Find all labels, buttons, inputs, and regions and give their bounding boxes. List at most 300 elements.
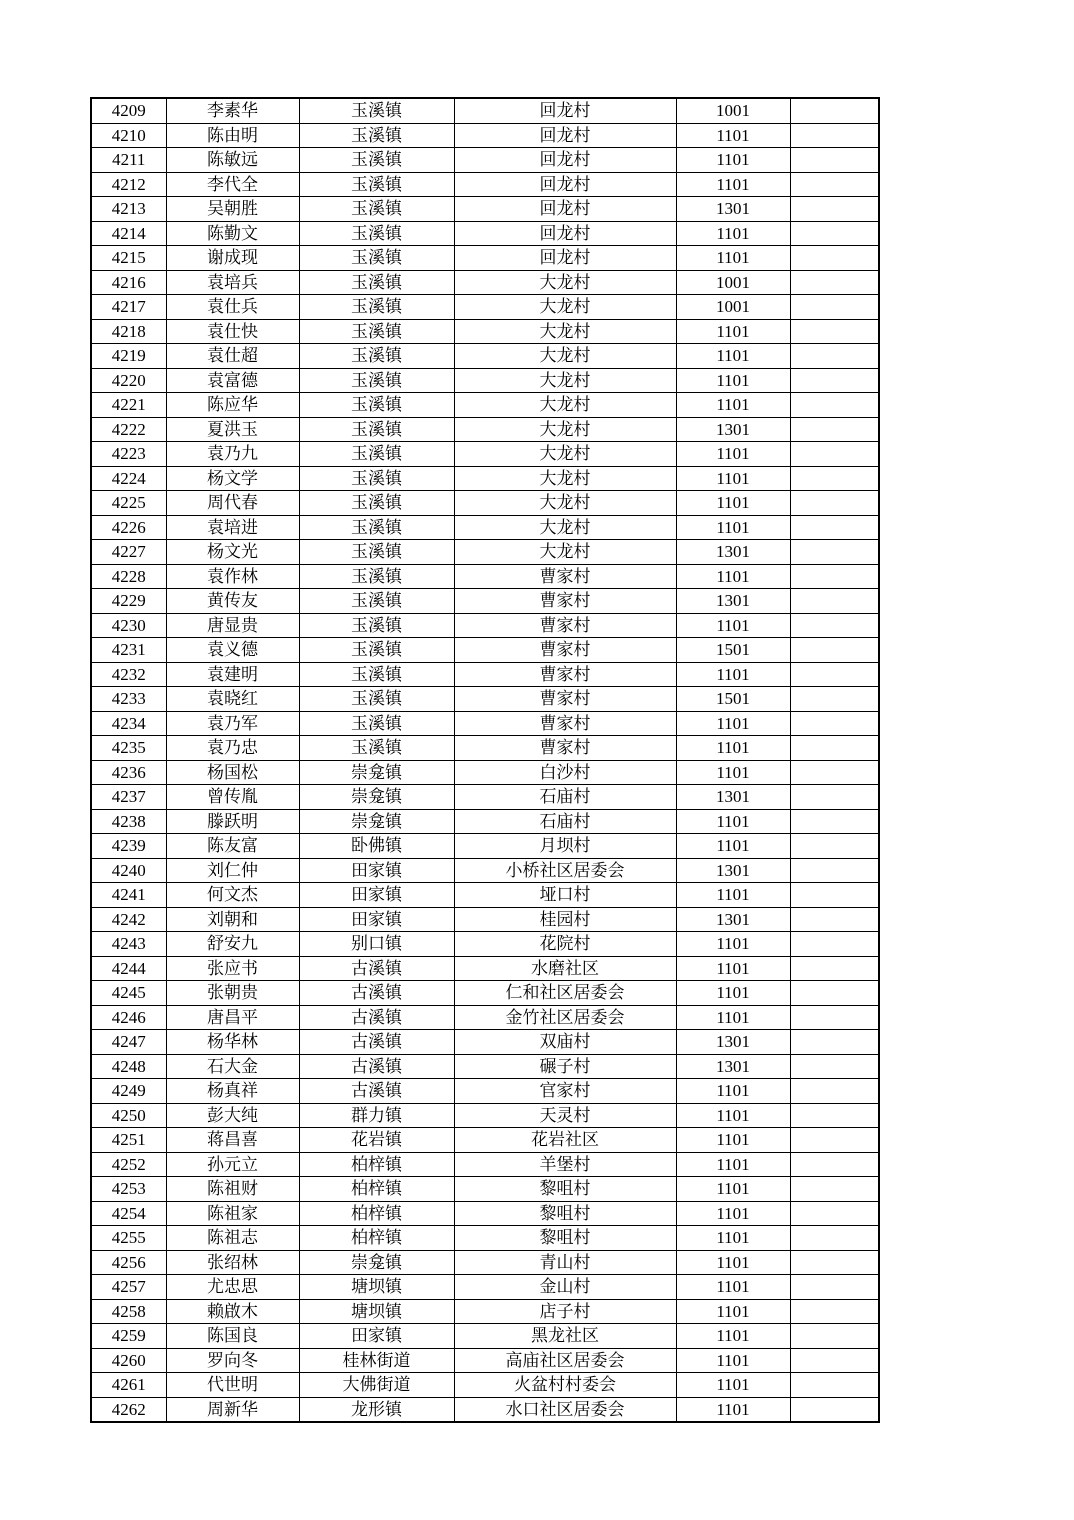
code-cell: 1101 (676, 1250, 790, 1275)
blank-cell (790, 1103, 879, 1128)
name-cell: 张绍林 (166, 1250, 299, 1275)
code-cell: 1101 (676, 613, 790, 638)
village-cell: 小桥社区居委会 (454, 858, 676, 883)
town-cell: 崇龛镇 (299, 809, 454, 834)
name-cell: 石大金 (166, 1054, 299, 1079)
code-cell: 1101 (676, 466, 790, 491)
blank-cell (790, 98, 879, 123)
table-row (91, 883, 879, 908)
table-row (91, 932, 879, 957)
name-cell: 杨华林 (166, 1030, 299, 1055)
code-cell: 1101 (676, 246, 790, 271)
table-row (91, 785, 879, 810)
town-cell: 田家镇 (299, 907, 454, 932)
village-cell: 月坝村 (454, 834, 676, 859)
town-cell: 大佛街道 (299, 1373, 454, 1398)
village-cell: 大龙村 (454, 344, 676, 369)
table-row (91, 1250, 879, 1275)
name-cell: 唐昌平 (166, 1005, 299, 1030)
name-cell: 陈应华 (166, 393, 299, 418)
code-cell: 1101 (676, 344, 790, 369)
code-cell: 1101 (676, 1324, 790, 1349)
table-row (91, 1348, 879, 1373)
code-cell: 1301 (676, 785, 790, 810)
name-cell: 舒安九 (166, 932, 299, 957)
table-row (91, 98, 879, 123)
town-cell: 玉溪镇 (299, 295, 454, 320)
code-cell: 1101 (676, 1005, 790, 1030)
table-row (91, 270, 879, 295)
code-cell: 1101 (676, 1128, 790, 1153)
table-row (91, 1397, 879, 1422)
table-body (91, 98, 879, 1422)
blank-cell (790, 883, 879, 908)
code-cell: 1501 (676, 638, 790, 663)
name-cell: 黄传友 (166, 589, 299, 614)
table-row (91, 589, 879, 614)
name-cell: 唐显贵 (166, 613, 299, 638)
table-row (91, 319, 879, 344)
town-cell: 玉溪镇 (299, 319, 454, 344)
table-row (91, 1079, 879, 1104)
code-cell: 1301 (676, 1030, 790, 1055)
village-cell: 黑龙社区 (454, 1324, 676, 1349)
village-cell: 花岩社区 (454, 1128, 676, 1153)
table-row (91, 834, 879, 859)
blank-cell (790, 1324, 879, 1349)
record-number-cell: 4255 (91, 1226, 166, 1251)
record-number-cell: 4262 (91, 1397, 166, 1422)
village-cell: 回龙村 (454, 246, 676, 271)
record-number-cell: 4229 (91, 589, 166, 614)
blank-cell (790, 1299, 879, 1324)
record-number-cell: 4239 (91, 834, 166, 859)
blank-cell (790, 368, 879, 393)
table-row (91, 368, 879, 393)
name-cell: 杨真祥 (166, 1079, 299, 1104)
code-cell: 1101 (676, 221, 790, 246)
village-cell: 水磨社区 (454, 956, 676, 981)
blank-cell (790, 907, 879, 932)
blank-cell (790, 736, 879, 761)
name-cell: 张应书 (166, 956, 299, 981)
record-number-cell: 4236 (91, 760, 166, 785)
village-cell: 金竹社区居委会 (454, 1005, 676, 1030)
table-row (91, 1177, 879, 1202)
record-number-cell: 4250 (91, 1103, 166, 1128)
record-number-cell: 4232 (91, 662, 166, 687)
village-cell: 回龙村 (454, 197, 676, 222)
town-cell: 玉溪镇 (299, 123, 454, 148)
village-cell: 回龙村 (454, 98, 676, 123)
town-cell: 群力镇 (299, 1103, 454, 1128)
name-cell: 陈友富 (166, 834, 299, 859)
table-row (91, 956, 879, 981)
blank-cell (790, 785, 879, 810)
town-cell: 田家镇 (299, 1324, 454, 1349)
code-cell: 1101 (676, 883, 790, 908)
town-cell: 柏梓镇 (299, 1152, 454, 1177)
village-cell: 曹家村 (454, 589, 676, 614)
town-cell: 别口镇 (299, 932, 454, 957)
blank-cell (790, 662, 879, 687)
village-cell: 仁和社区居委会 (454, 981, 676, 1006)
town-cell: 玉溪镇 (299, 540, 454, 565)
table-row (91, 442, 879, 467)
record-number-cell: 4237 (91, 785, 166, 810)
town-cell: 玉溪镇 (299, 172, 454, 197)
village-cell: 曹家村 (454, 711, 676, 736)
record-number-cell: 4258 (91, 1299, 166, 1324)
village-cell: 曹家村 (454, 662, 676, 687)
name-cell: 吴朝胜 (166, 197, 299, 222)
village-cell: 曹家村 (454, 687, 676, 712)
blank-cell (790, 1201, 879, 1226)
blank-cell (790, 760, 879, 785)
table-row (91, 1030, 879, 1055)
record-number-cell: 4249 (91, 1079, 166, 1104)
record-number-cell: 4216 (91, 270, 166, 295)
blank-cell (790, 1348, 879, 1373)
table-row (91, 1005, 879, 1030)
record-number-cell: 4210 (91, 123, 166, 148)
record-number-cell: 4241 (91, 883, 166, 908)
blank-cell (790, 540, 879, 565)
table-row (91, 515, 879, 540)
table-row (91, 1324, 879, 1349)
record-number-cell: 4218 (91, 319, 166, 344)
village-cell: 火盆村村委会 (454, 1373, 676, 1398)
name-cell: 袁乃军 (166, 711, 299, 736)
code-cell: 1101 (676, 491, 790, 516)
code-cell: 1101 (676, 393, 790, 418)
table-row (91, 687, 879, 712)
record-number-cell: 4256 (91, 1250, 166, 1275)
town-cell: 玉溪镇 (299, 270, 454, 295)
name-cell: 滕跃明 (166, 809, 299, 834)
record-number-cell: 4224 (91, 466, 166, 491)
record-number-cell: 4242 (91, 907, 166, 932)
town-cell: 玉溪镇 (299, 687, 454, 712)
village-cell: 黎咀村 (454, 1226, 676, 1251)
code-cell: 1101 (676, 368, 790, 393)
blank-cell (790, 466, 879, 491)
town-cell: 玉溪镇 (299, 736, 454, 761)
code-cell: 1101 (676, 1152, 790, 1177)
code-cell: 1101 (676, 1275, 790, 1300)
record-number-cell: 4261 (91, 1373, 166, 1398)
code-cell: 1101 (676, 956, 790, 981)
village-cell: 大龙村 (454, 540, 676, 565)
record-number-cell: 4209 (91, 98, 166, 123)
table-row (91, 662, 879, 687)
name-cell: 袁作林 (166, 564, 299, 589)
table-row (91, 711, 879, 736)
blank-cell (790, 1226, 879, 1251)
code-cell: 1101 (676, 172, 790, 197)
name-cell: 陈祖财 (166, 1177, 299, 1202)
record-number-cell: 4254 (91, 1201, 166, 1226)
code-cell: 1101 (676, 1079, 790, 1104)
blank-cell (790, 197, 879, 222)
village-cell: 碾子村 (454, 1054, 676, 1079)
village-cell: 曹家村 (454, 613, 676, 638)
town-cell: 古溪镇 (299, 956, 454, 981)
table-row (91, 246, 879, 271)
table-row (91, 981, 879, 1006)
village-cell: 大龙村 (454, 491, 676, 516)
town-cell: 崇龛镇 (299, 785, 454, 810)
blank-cell (790, 1177, 879, 1202)
table-row (91, 858, 879, 883)
table-row (91, 344, 879, 369)
record-number-cell: 4227 (91, 540, 166, 565)
table-row (91, 491, 879, 516)
town-cell: 柏梓镇 (299, 1177, 454, 1202)
record-number-cell: 4243 (91, 932, 166, 957)
village-cell: 大龙村 (454, 466, 676, 491)
town-cell: 玉溪镇 (299, 662, 454, 687)
table-row (91, 393, 879, 418)
code-cell: 1101 (676, 1226, 790, 1251)
name-cell: 尤忠思 (166, 1275, 299, 1300)
blank-cell (790, 981, 879, 1006)
name-cell: 陈勤文 (166, 221, 299, 246)
blank-cell (790, 123, 879, 148)
name-cell: 陈敏远 (166, 148, 299, 173)
town-cell: 玉溪镇 (299, 491, 454, 516)
name-cell: 杨文学 (166, 466, 299, 491)
town-cell: 花岩镇 (299, 1128, 454, 1153)
name-cell: 彭大纯 (166, 1103, 299, 1128)
code-cell: 1301 (676, 858, 790, 883)
record-number-cell: 4252 (91, 1152, 166, 1177)
record-number-cell: 4253 (91, 1177, 166, 1202)
record-number-cell: 4225 (91, 491, 166, 516)
blank-cell (790, 687, 879, 712)
table-row (91, 1128, 879, 1153)
table-row (91, 907, 879, 932)
blank-cell (790, 956, 879, 981)
code-cell: 1101 (676, 123, 790, 148)
table-row (91, 1226, 879, 1251)
town-cell: 古溪镇 (299, 981, 454, 1006)
blank-cell (790, 589, 879, 614)
code-cell: 1101 (676, 662, 790, 687)
town-cell: 龙形镇 (299, 1397, 454, 1422)
record-number-cell: 4217 (91, 295, 166, 320)
table-row (91, 613, 879, 638)
record-number-cell: 4259 (91, 1324, 166, 1349)
town-cell: 玉溪镇 (299, 515, 454, 540)
town-cell: 古溪镇 (299, 1030, 454, 1055)
village-cell: 花院村 (454, 932, 676, 957)
blank-cell (790, 1275, 879, 1300)
town-cell: 玉溪镇 (299, 148, 454, 173)
town-cell: 玉溪镇 (299, 344, 454, 369)
record-number-cell: 4213 (91, 197, 166, 222)
blank-cell (790, 1030, 879, 1055)
name-cell: 陈由明 (166, 123, 299, 148)
village-cell: 回龙村 (454, 172, 676, 197)
code-cell: 1301 (676, 907, 790, 932)
name-cell: 袁乃九 (166, 442, 299, 467)
name-cell: 陈祖家 (166, 1201, 299, 1226)
blank-cell (790, 417, 879, 442)
village-cell: 曹家村 (454, 638, 676, 663)
name-cell: 赖啟木 (166, 1299, 299, 1324)
blank-cell (790, 172, 879, 197)
record-number-cell: 4214 (91, 221, 166, 246)
name-cell: 袁乃忠 (166, 736, 299, 761)
name-cell: 袁仕兵 (166, 295, 299, 320)
village-cell: 回龙村 (454, 221, 676, 246)
code-cell: 1101 (676, 148, 790, 173)
code-cell: 1101 (676, 1348, 790, 1373)
village-cell: 石庙村 (454, 785, 676, 810)
record-number-cell: 4238 (91, 809, 166, 834)
record-number-cell: 4220 (91, 368, 166, 393)
code-cell: 1301 (676, 540, 790, 565)
town-cell: 玉溪镇 (299, 711, 454, 736)
name-cell: 袁仕快 (166, 319, 299, 344)
village-cell: 大龙村 (454, 270, 676, 295)
blank-cell (790, 319, 879, 344)
town-cell: 玉溪镇 (299, 197, 454, 222)
village-cell: 桂园村 (454, 907, 676, 932)
blank-cell (790, 564, 879, 589)
name-cell: 袁仕超 (166, 344, 299, 369)
town-cell: 玉溪镇 (299, 466, 454, 491)
code-cell: 1001 (676, 270, 790, 295)
village-cell: 回龙村 (454, 148, 676, 173)
code-cell: 1101 (676, 1201, 790, 1226)
record-number-cell: 4222 (91, 417, 166, 442)
name-cell: 刘朝和 (166, 907, 299, 932)
town-cell: 玉溪镇 (299, 98, 454, 123)
table-row (91, 123, 879, 148)
record-table (90, 97, 880, 1423)
code-cell: 1501 (676, 687, 790, 712)
blank-cell (790, 515, 879, 540)
blank-cell (790, 1054, 879, 1079)
record-number-cell: 4245 (91, 981, 166, 1006)
table-row (91, 295, 879, 320)
village-cell: 金山村 (454, 1275, 676, 1300)
code-cell: 1101 (676, 932, 790, 957)
blank-cell (790, 1079, 879, 1104)
code-cell: 1301 (676, 1054, 790, 1079)
blank-cell (790, 442, 879, 467)
town-cell: 田家镇 (299, 858, 454, 883)
village-cell: 曹家村 (454, 736, 676, 761)
town-cell: 田家镇 (299, 883, 454, 908)
code-cell: 1001 (676, 295, 790, 320)
table-row (91, 148, 879, 173)
blank-cell (790, 1397, 879, 1422)
town-cell: 古溪镇 (299, 1054, 454, 1079)
table-row (91, 1299, 879, 1324)
town-cell: 玉溪镇 (299, 393, 454, 418)
town-cell: 卧佛镇 (299, 834, 454, 859)
record-number-cell: 4251 (91, 1128, 166, 1153)
table-row (91, 417, 879, 442)
name-cell: 孙元立 (166, 1152, 299, 1177)
town-cell: 柏梓镇 (299, 1201, 454, 1226)
village-cell: 大龙村 (454, 417, 676, 442)
blank-cell (790, 148, 879, 173)
code-cell: 1101 (676, 736, 790, 761)
village-cell: 大龙村 (454, 442, 676, 467)
village-cell: 黎咀村 (454, 1177, 676, 1202)
village-cell: 双庙村 (454, 1030, 676, 1055)
village-cell: 店子村 (454, 1299, 676, 1324)
code-cell: 1101 (676, 442, 790, 467)
village-cell: 白沙村 (454, 760, 676, 785)
name-cell: 代世明 (166, 1373, 299, 1398)
table-row (91, 197, 879, 222)
village-cell: 回龙村 (454, 123, 676, 148)
name-cell: 刘仁仲 (166, 858, 299, 883)
table-row (91, 1152, 879, 1177)
blank-cell (790, 638, 879, 663)
code-cell: 1101 (676, 809, 790, 834)
town-cell: 古溪镇 (299, 1005, 454, 1030)
name-cell: 何文杰 (166, 883, 299, 908)
record-number-cell: 4235 (91, 736, 166, 761)
blank-cell (790, 270, 879, 295)
record-number-cell: 4226 (91, 515, 166, 540)
name-cell: 袁义德 (166, 638, 299, 663)
name-cell: 袁富德 (166, 368, 299, 393)
village-cell: 高庙社区居委会 (454, 1348, 676, 1373)
blank-cell (790, 1250, 879, 1275)
record-number-cell: 4230 (91, 613, 166, 638)
name-cell: 袁培兵 (166, 270, 299, 295)
village-cell: 曹家村 (454, 564, 676, 589)
name-cell: 周代春 (166, 491, 299, 516)
record-number-cell: 4246 (91, 1005, 166, 1030)
code-cell: 1101 (676, 834, 790, 859)
blank-cell (790, 834, 879, 859)
code-cell: 1101 (676, 1397, 790, 1422)
name-cell: 陈祖志 (166, 1226, 299, 1251)
town-cell: 塘坝镇 (299, 1299, 454, 1324)
code-cell: 1101 (676, 1103, 790, 1128)
code-cell: 1101 (676, 760, 790, 785)
town-cell: 塘坝镇 (299, 1275, 454, 1300)
village-cell: 官家村 (454, 1079, 676, 1104)
town-cell: 玉溪镇 (299, 442, 454, 467)
blank-cell (790, 221, 879, 246)
blank-cell (790, 491, 879, 516)
name-cell: 袁晓红 (166, 687, 299, 712)
table-row (91, 1054, 879, 1079)
name-cell: 罗向冬 (166, 1348, 299, 1373)
name-cell: 袁培进 (166, 515, 299, 540)
village-cell: 青山村 (454, 1250, 676, 1275)
code-cell: 1001 (676, 98, 790, 123)
code-cell: 1101 (676, 564, 790, 589)
record-number-cell: 4211 (91, 148, 166, 173)
record-number-cell: 4221 (91, 393, 166, 418)
town-cell: 玉溪镇 (299, 589, 454, 614)
village-cell: 水口社区居委会 (454, 1397, 676, 1422)
village-cell: 羊堡村 (454, 1152, 676, 1177)
village-cell: 大龙村 (454, 368, 676, 393)
village-cell: 石庙村 (454, 809, 676, 834)
record-number-cell: 4234 (91, 711, 166, 736)
